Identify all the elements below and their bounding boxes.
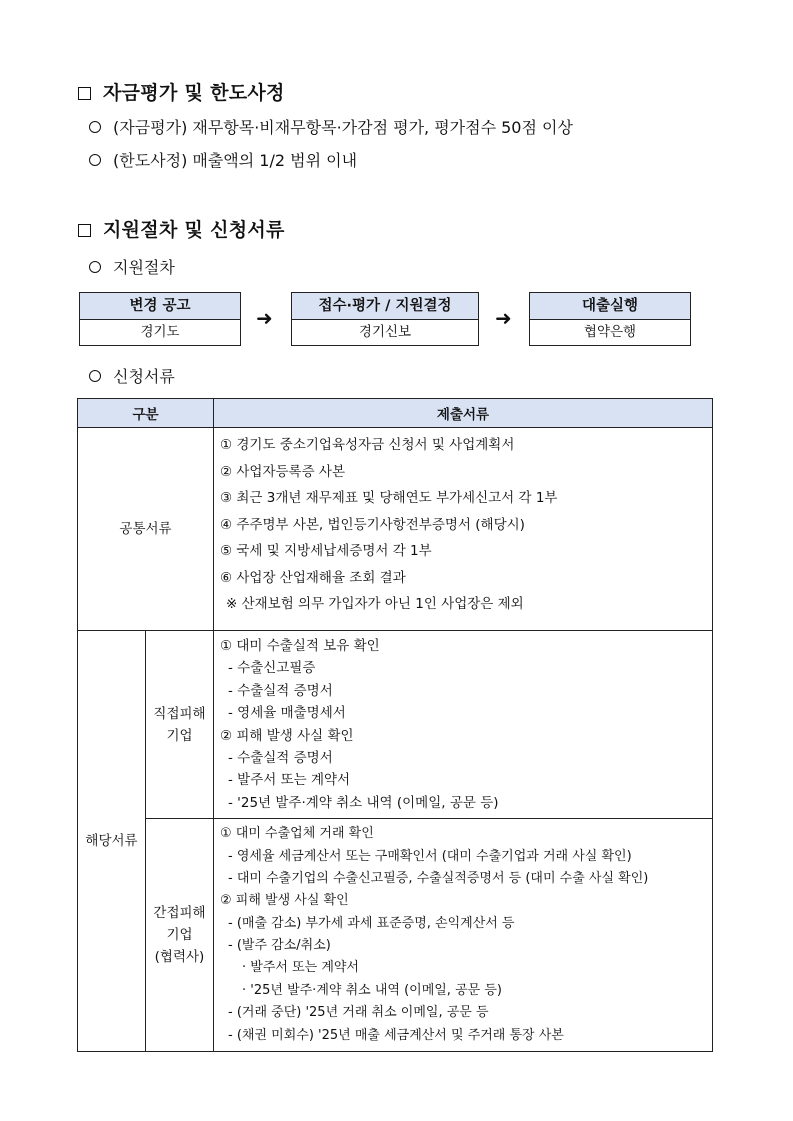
- flow-step-agency: 협약은행: [583, 324, 637, 340]
- header-category: 구분: [78, 399, 214, 428]
- table-header-row: [78, 399, 713, 428]
- circle-bullet-icon: [89, 154, 101, 166]
- flow-step-title: 변경 공고: [80, 293, 240, 320]
- flow-step-3: [529, 292, 691, 346]
- list-item: ② 피해 발생 사실 확인: [220, 893, 349, 909]
- documents-label: 신청서류: [89, 364, 175, 387]
- list-item: - 영세율 매출명세서: [228, 705, 346, 722]
- list-item: · 발주서 또는 계약서: [242, 960, 359, 976]
- table-row-indirect: [78, 819, 713, 1052]
- list-item: - 수출실적 증명서: [228, 682, 333, 699]
- flow-step-2: [291, 292, 479, 346]
- list-item: ※ 산재보험 의무 가입자가 아닌 1인 사업장은 제외: [226, 596, 524, 612]
- common-documents-cell: [214, 428, 713, 631]
- list-item: ② 피해 발생 사실 확인: [220, 727, 354, 744]
- table-row-common: [78, 428, 713, 631]
- bullet-fund-evaluation: (자금평가) 재무항목·비재무항목·가감점 평가, 평가점수 50점 이상: [89, 115, 573, 138]
- list-item: · '25년 발주·계약 취소 내역 (이메일, 공문 등): [242, 982, 502, 998]
- right-arrow-icon: ➜: [495, 306, 512, 330]
- table-row-direct: [78, 631, 713, 819]
- list-item: - 수출실적 증명서: [228, 749, 333, 766]
- square-bullet-icon: [78, 224, 91, 237]
- section-title-fund-evaluation: 자금평가 및 한도사정: [78, 78, 285, 105]
- subcategory-indirect: 간접피해 기업 (협력사): [146, 819, 214, 1052]
- flow-step-agency: 경기도: [140, 324, 180, 340]
- category-applicable: 해당서류: [78, 631, 146, 1052]
- list-item: ① 대미 수출실적 보유 확인: [220, 638, 380, 654]
- direct-documents-cell: [214, 631, 713, 819]
- square-bullet-icon: [78, 87, 91, 100]
- list-item: - 수출신고필증: [228, 660, 316, 677]
- list-item: ⑤ 국세 및 지방세납세증명서 각 1부: [220, 543, 432, 559]
- flow-step-agency: 경기신보: [358, 324, 412, 340]
- subcategory-direct: 직접피해 기업: [146, 631, 214, 819]
- circle-bullet-icon: [89, 370, 101, 382]
- circle-bullet-icon: [89, 121, 101, 133]
- list-item: ④ 주주명부 사본, 법인등기사항전부증명서 (해당시): [220, 516, 525, 533]
- flow-step-title: 접수·평가 / 지원결정: [292, 293, 478, 320]
- list-item: - '25년 발주·계약 취소 내역 (이메일, 공문 등): [228, 794, 499, 811]
- procedure-label: 지원절차: [89, 255, 175, 278]
- list-item: ② 사업자등록증 사본: [220, 463, 346, 480]
- list-item: - 대미 수출기업의 수출신고필증, 수출실적증명서 등 (대미 수출 사실 확인): [228, 870, 649, 886]
- list-item: ③ 최근 3개년 재무제표 및 당해연도 부가세신고서 각 1부: [220, 490, 558, 506]
- flow-step-1: [79, 292, 241, 346]
- category-common: 공통서류: [78, 428, 214, 631]
- right-arrow-icon: ➜: [256, 306, 273, 330]
- list-item: - (매출 감소) 부가세 과세 표준증명, 손익계산서 등: [228, 915, 515, 931]
- documents-table: [77, 398, 713, 1052]
- section-title-procedure: 지원절차 및 신청서류: [78, 215, 285, 242]
- list-item: - (거래 중단) '25년 거래 취소 이메일, 공문 등: [228, 1005, 489, 1021]
- header-documents: 제출서류: [214, 399, 713, 428]
- list-item: - (발주 감소/취소): [228, 938, 331, 954]
- indirect-documents-cell: [214, 819, 713, 1052]
- list-item: - (채권 미회수) '25년 매출 세금계산서 및 주거래 통장 사본: [228, 1027, 564, 1043]
- list-item: - 영세율 세금계산서 또는 구매확인서 (대미 수출기업과 거래 사실 확인): [228, 848, 632, 864]
- bullet-limit-assessment: (한도사정) 매출액의 1/2 범위 이내: [89, 148, 357, 171]
- list-item: ① 경기도 중소기업육성자금 신청서 및 사업계획서: [220, 437, 515, 453]
- list-item: ① 대미 수출업체 거래 확인: [220, 826, 374, 842]
- list-item: - 발주서 또는 계약서: [228, 772, 351, 789]
- list-item: ⑥ 사업장 산업재해율 조회 결과: [220, 569, 406, 586]
- flow-step-title: 대출실행: [530, 293, 690, 320]
- circle-bullet-icon: [89, 261, 101, 273]
